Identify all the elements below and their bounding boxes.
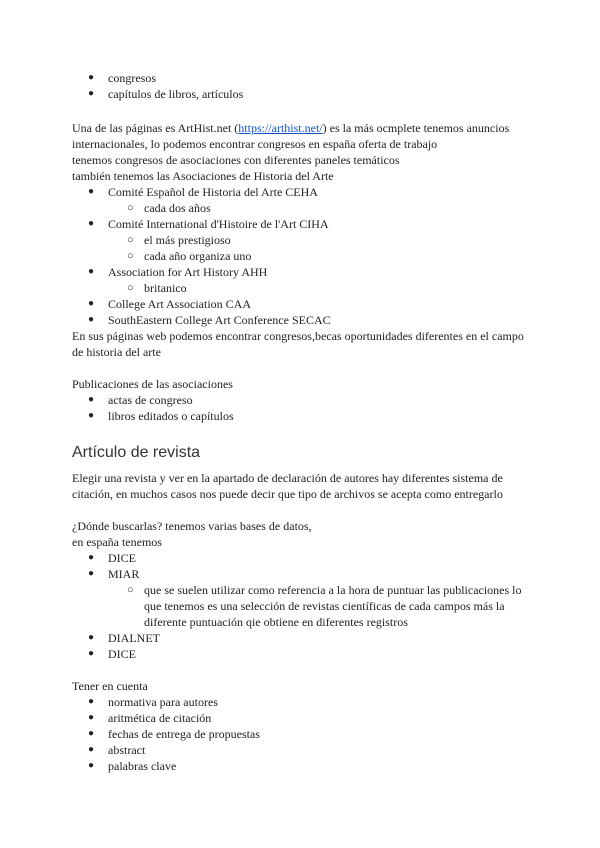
bullet-icon: ●: [88, 712, 95, 723]
sub-list-item: ○ cada dos años: [127, 201, 211, 215]
arthist-link[interactable]: https://arthist.net/: [238, 121, 323, 135]
bullet-icon: ●: [88, 410, 95, 421]
list-item: ● libros editados o capítulos: [88, 409, 234, 423]
publicaciones-title: Publicaciones de las asociaciones: [72, 377, 233, 391]
list-item: ● palabras clave: [88, 759, 177, 773]
bullet-icon: ●: [88, 314, 95, 325]
sub-bullet-icon: ○: [127, 250, 134, 262]
sub-bullet-icon: ○: [127, 234, 134, 246]
list-item: ● MIAR: [88, 567, 140, 581]
bullet-icon: ●: [88, 88, 95, 99]
list-item: ● College Art Association CAA: [88, 297, 251, 311]
list-item: ● capítulos de libros, artículos: [88, 87, 244, 101]
paragraph-paginas-web: En sus páginas web podemos encontrar congresos,becas oportunidades diferentes en el campo de historia del arte: [72, 329, 524, 359]
sub-list-item: ○ que se suelen utilizar como referencia a la hora de puntuar las publicaciones lo que tenemos es una selección de revistas científicas de cada campos más la diferente puntuación qie obtiene en diferentes registros: [127, 583, 522, 629]
list-item: ● congresos: [88, 71, 156, 85]
bullet-icon: ●: [88, 760, 95, 771]
sub-bullet-icon: ○: [127, 202, 134, 214]
list-item: ● Comité Español de Historia del Arte CEHA: [88, 185, 318, 199]
heading-articulo-revista: Artículo de revista: [72, 444, 201, 461]
bullet-icon: ●: [88, 72, 95, 83]
bullet-icon: ●: [88, 394, 95, 405]
bullet-icon: ●: [88, 632, 95, 643]
bullet-icon: ●: [88, 744, 95, 755]
bases-datos-list: [72, 550, 532, 662]
list-item: ● fechas de entrega de propuestas: [88, 727, 260, 741]
sub-list-item: ○ el más prestigioso: [127, 233, 231, 247]
list-item: ● SouthEastern College Art Conference SECAC: [88, 313, 331, 327]
bullet-icon: ●: [88, 648, 95, 659]
bullet-icon: ●: [88, 266, 95, 277]
list-item: ● actas de congreso: [88, 393, 193, 407]
list-item: ● normativa para autores: [88, 695, 218, 709]
list-item: ● Association for Art History AHH: [88, 265, 268, 279]
publicaciones-list: [72, 392, 532, 424]
asociaciones-list: [72, 184, 532, 328]
bullet-icon: ●: [88, 568, 95, 579]
sub-list-item: ○ britanico: [127, 281, 187, 295]
tener-en-cuenta-list: [72, 694, 532, 774]
top-list: [72, 70, 532, 102]
bullet-icon: ●: [88, 218, 95, 229]
bullet-icon: ●: [88, 298, 95, 309]
bullet-icon: ●: [88, 728, 95, 739]
buscarlas-line1: ¿Dónde buscarlas? tenemos varias bases de datos,: [72, 519, 312, 533]
line-asociaciones: también tenemos las Asociaciones de Historia del Arte: [72, 169, 334, 183]
paragraph-arthist: Una de las páginas es ArtHist.net (https://arthist.net/) es la más ocmplete tenemos anuncios internacionales, lo podemos encontrar congresos en españa oferta de trabajo: [72, 121, 510, 151]
list-item: ● aritmética de citación: [88, 711, 212, 725]
sub-list-item: ○ cada año organiza uno: [127, 249, 252, 263]
list-item: ● DICE: [88, 551, 136, 565]
sub-bullet-icon: ○: [127, 282, 134, 294]
bullet-icon: ●: [88, 186, 95, 197]
list-item: ● abstract: [88, 743, 146, 757]
list-item: ● DICE: [88, 647, 136, 661]
bullet-icon: ●: [88, 552, 95, 563]
buscarlas-line2: en españa tenemos: [72, 535, 162, 549]
sub-bullet-icon: ○: [127, 584, 134, 596]
tener-en-cuenta-title: Tener en cuenta: [72, 679, 148, 693]
line-congresos: tenemos congresos de asociaciones con diferentes paneles temáticos: [72, 153, 400, 167]
list-item: ● Comité International d'Histoire de l'Art CIHA: [88, 217, 329, 231]
bullet-icon: ●: [88, 696, 95, 707]
list-item: ● DIALNET: [88, 631, 160, 645]
paragraph-elegir: Elegir una revista y ver en la apartado de declaración de autores hay diferentes sistema de citación, en muchos casos nos puede decir que tipo de archivos se acepta como entregarlo: [72, 471, 503, 501]
